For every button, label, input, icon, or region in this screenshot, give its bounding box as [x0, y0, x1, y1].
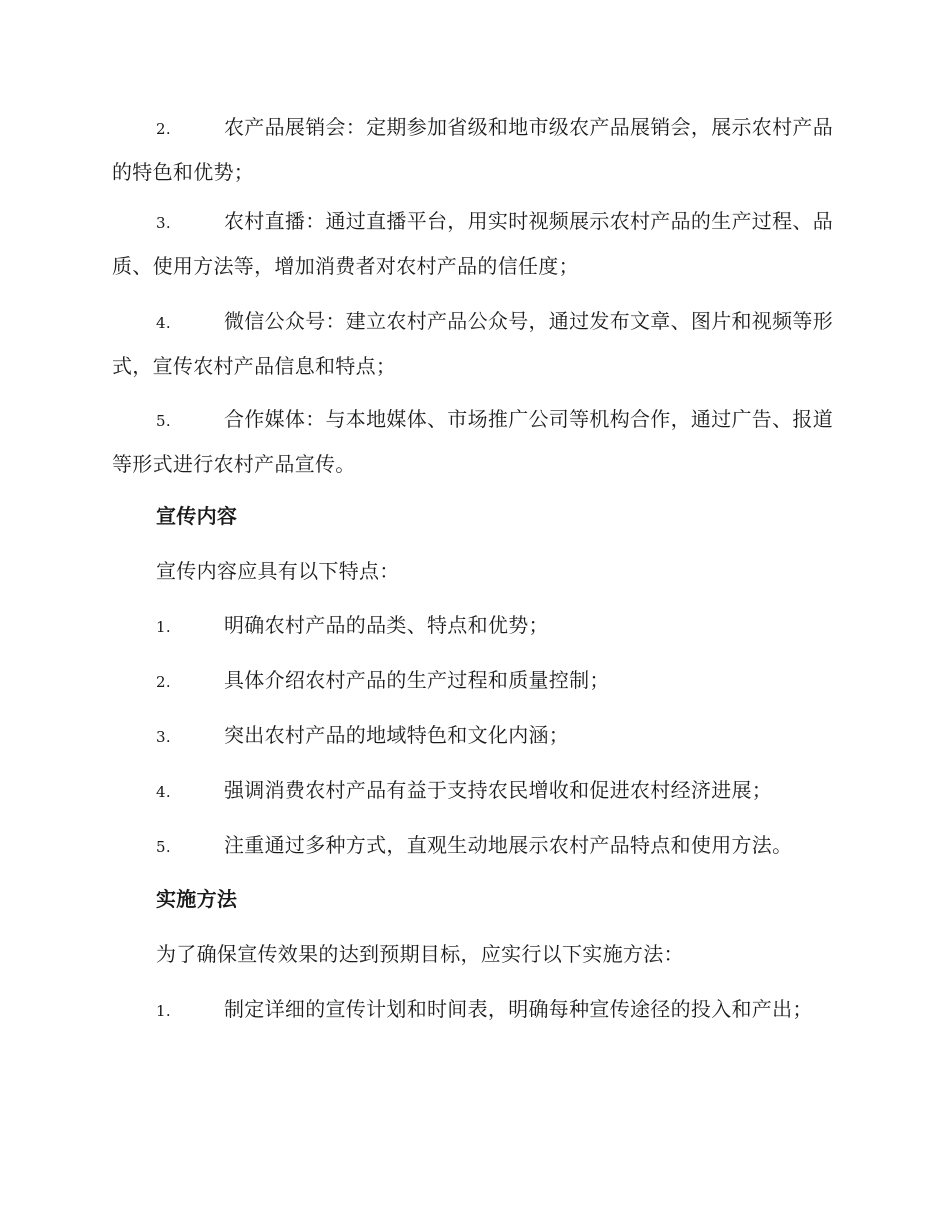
- list-text: 合作媒体：与本地媒体、市场推广公司等机构合作，通过广告、报道等形式进行农村产品宣传。: [112, 407, 833, 476]
- list-number: 3.: [156, 728, 171, 746]
- list-number: 5.: [156, 412, 171, 430]
- list-item: [112, 720, 842, 752]
- section-heading: 宣传内容: [156, 504, 238, 528]
- section-intro: 为了确保宣传效果的达到预期目标，应实行以下实施方法：: [156, 942, 684, 966]
- list-number: 4.: [156, 314, 171, 332]
- list-text: 农村直播：通过直播平台，用实时视频展示农村产品的生产过程、品质、使用方法等，增加消费者对农村产品的信任度；: [112, 209, 833, 278]
- list-text: 微信公众号：建立农村产品公众号，通过发布文章、图片和视频等形式，宣传农村产品信息和特点；: [112, 309, 833, 378]
- list-item: [112, 830, 842, 862]
- list-number: 2.: [156, 120, 171, 138]
- list-item: [112, 775, 842, 807]
- list-number: 3.: [156, 214, 171, 232]
- list-text: 具体介绍农村产品的生产过程和质量控制；: [224, 668, 610, 692]
- list-number: 5.: [156, 838, 171, 856]
- list-item: [112, 300, 842, 388]
- list-text: 农产品展销会：定期参加省级和地市级农产品展销会，展示农村产品的特色和优势；: [112, 115, 833, 184]
- list-item: [112, 988, 842, 1033]
- list-number: 2.: [156, 673, 171, 691]
- section-heading: 实施方法: [156, 887, 238, 911]
- list-text: 注重通过多种方式，直观生动地展示农村产品特点和使用方法。: [224, 833, 793, 857]
- list-text: 明确农村产品的品类、特点和优势；: [224, 613, 549, 637]
- list-item: [112, 106, 842, 194]
- section-intro: 宣传内容应具有以下特点：: [156, 559, 400, 583]
- list-text: 突出农村产品的地域特色和文化内涵；: [224, 723, 570, 747]
- list-number: 1.: [156, 618, 171, 636]
- list-item: [112, 200, 842, 288]
- list-item: [112, 665, 842, 697]
- list-item: [112, 610, 842, 642]
- list-number: 1.: [156, 1002, 171, 1020]
- list-number: 4.: [156, 783, 171, 801]
- list-text: 制定详细的宣传计划和时间表，明确每种宣传途径的投入和产出；: [224, 997, 813, 1021]
- list-item: [112, 398, 842, 486]
- list-text: 强调消费农村产品有益于支持农民增收和促进农村经济进展；: [224, 778, 773, 802]
